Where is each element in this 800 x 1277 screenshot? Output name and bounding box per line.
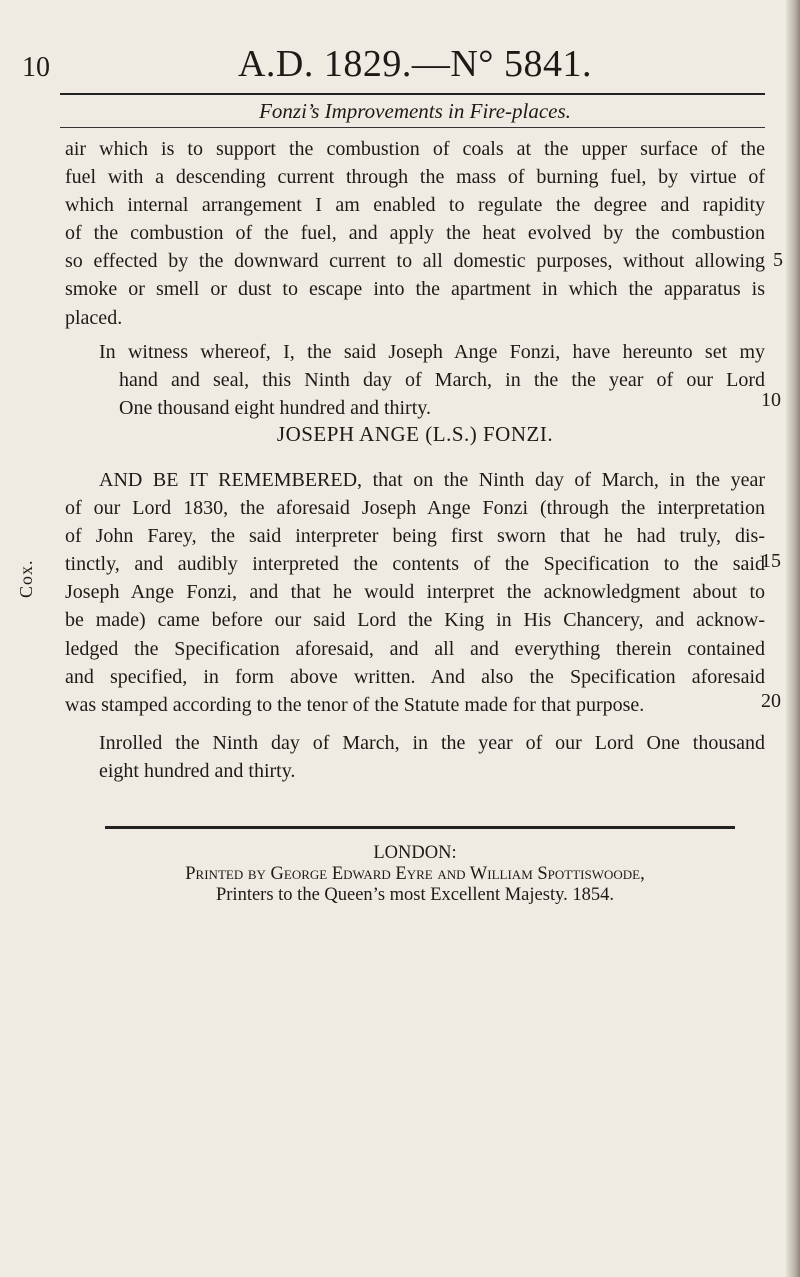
text-line: of John Farey, the said interpreter being first sworn that he had truly, dis-: [65, 525, 765, 548]
text-line: eight hundred and thirty.: [99, 760, 296, 783]
imprint-city: LONDON:: [373, 843, 457, 863]
paragraph-inrolled: [65, 729, 765, 785]
margin-line-number: 15: [761, 550, 781, 572]
text-line: and specified, in form above written. And also the Specification aforesaid: [65, 665, 765, 688]
text-line: Joseph Ange Fonzi, and that he would interpret the acknowledgment about to: [65, 581, 765, 604]
paragraph-remembered: [65, 466, 765, 719]
text-line: which internal arrangement I am enabled to regulate the degree and rapidity: [65, 194, 765, 217]
imprint-rule: [105, 826, 735, 829]
text-line: ledged the Specification aforesaid, and all and everything therein contained: [65, 637, 765, 660]
margin-line-number: 10: [761, 389, 781, 411]
imprint-printers-line2: Printers to the Queen’s most Excellent Majesty. 1854.: [215, 885, 615, 905]
page-edge-shadow: [786, 0, 800, 1277]
text-line: so effected by the downward current to all domestic purposes, without allowing: [65, 250, 765, 273]
header-rule-bottom: [60, 127, 765, 128]
document-title: A.D. 1829.—N° 5841.: [237, 43, 593, 85]
text-line: of the combustion of the fuel, and apply the heat evolved by the combustion: [65, 222, 765, 245]
text-line: placed.: [65, 306, 123, 329]
text-line: In witness whereof, I, the said Joseph Ange Fonzi, have hereunto set my: [99, 341, 765, 363]
text-line: One thousand eight hundred and thirty.: [119, 397, 431, 420]
margin-line-number: 5: [773, 249, 783, 271]
text-line: Inrolled the Ninth day of March, in the year of our Lord One thousand: [99, 732, 765, 754]
margin-line-number: 20: [761, 690, 781, 712]
running-head: Fonzi’s Improvements in Fire-places.: [259, 99, 571, 123]
margin-side-label: Cox.: [16, 559, 36, 598]
page-number: 10: [22, 52, 50, 83]
text-line: fuel with a descending current through the mass of burning fuel, by virtue of: [65, 166, 765, 189]
paragraph-specification-end: [65, 135, 765, 332]
printer-imprint: [65, 843, 765, 906]
header-rule-top: [60, 93, 765, 95]
imprint-printers: Printed by George Edward Eyre and William Spottiswoode,: [185, 864, 645, 884]
text-line: was stamped according to the tenor of the Statute made for that purpose.: [65, 693, 645, 716]
text-line: of our Lord 1830, the aforesaid Joseph Ange Fonzi (through the interpretation: [65, 497, 765, 520]
paragraph-witness: [65, 338, 765, 422]
text-line: tinctly, and audibly interpreted the contents of the Specification to the said: [65, 553, 765, 576]
text-line: AND BE IT REMEMBERED, that on the Ninth day of March, in the year: [99, 469, 765, 491]
text-line: air which is to support the combustion of coals at the upper surface of the: [65, 138, 765, 160]
text-line: be made) came before our said Lord the King in His Chancery, and acknow-: [65, 609, 765, 632]
signature-line: JOSEPH ANGE (L.S.) FONZI.: [276, 422, 554, 446]
text-line: hand and seal, this Ninth day of March, in the the year of our Lord: [119, 369, 765, 392]
text-line: smoke or smell or dust to escape into the apartment in which the apparatus is: [65, 278, 765, 301]
